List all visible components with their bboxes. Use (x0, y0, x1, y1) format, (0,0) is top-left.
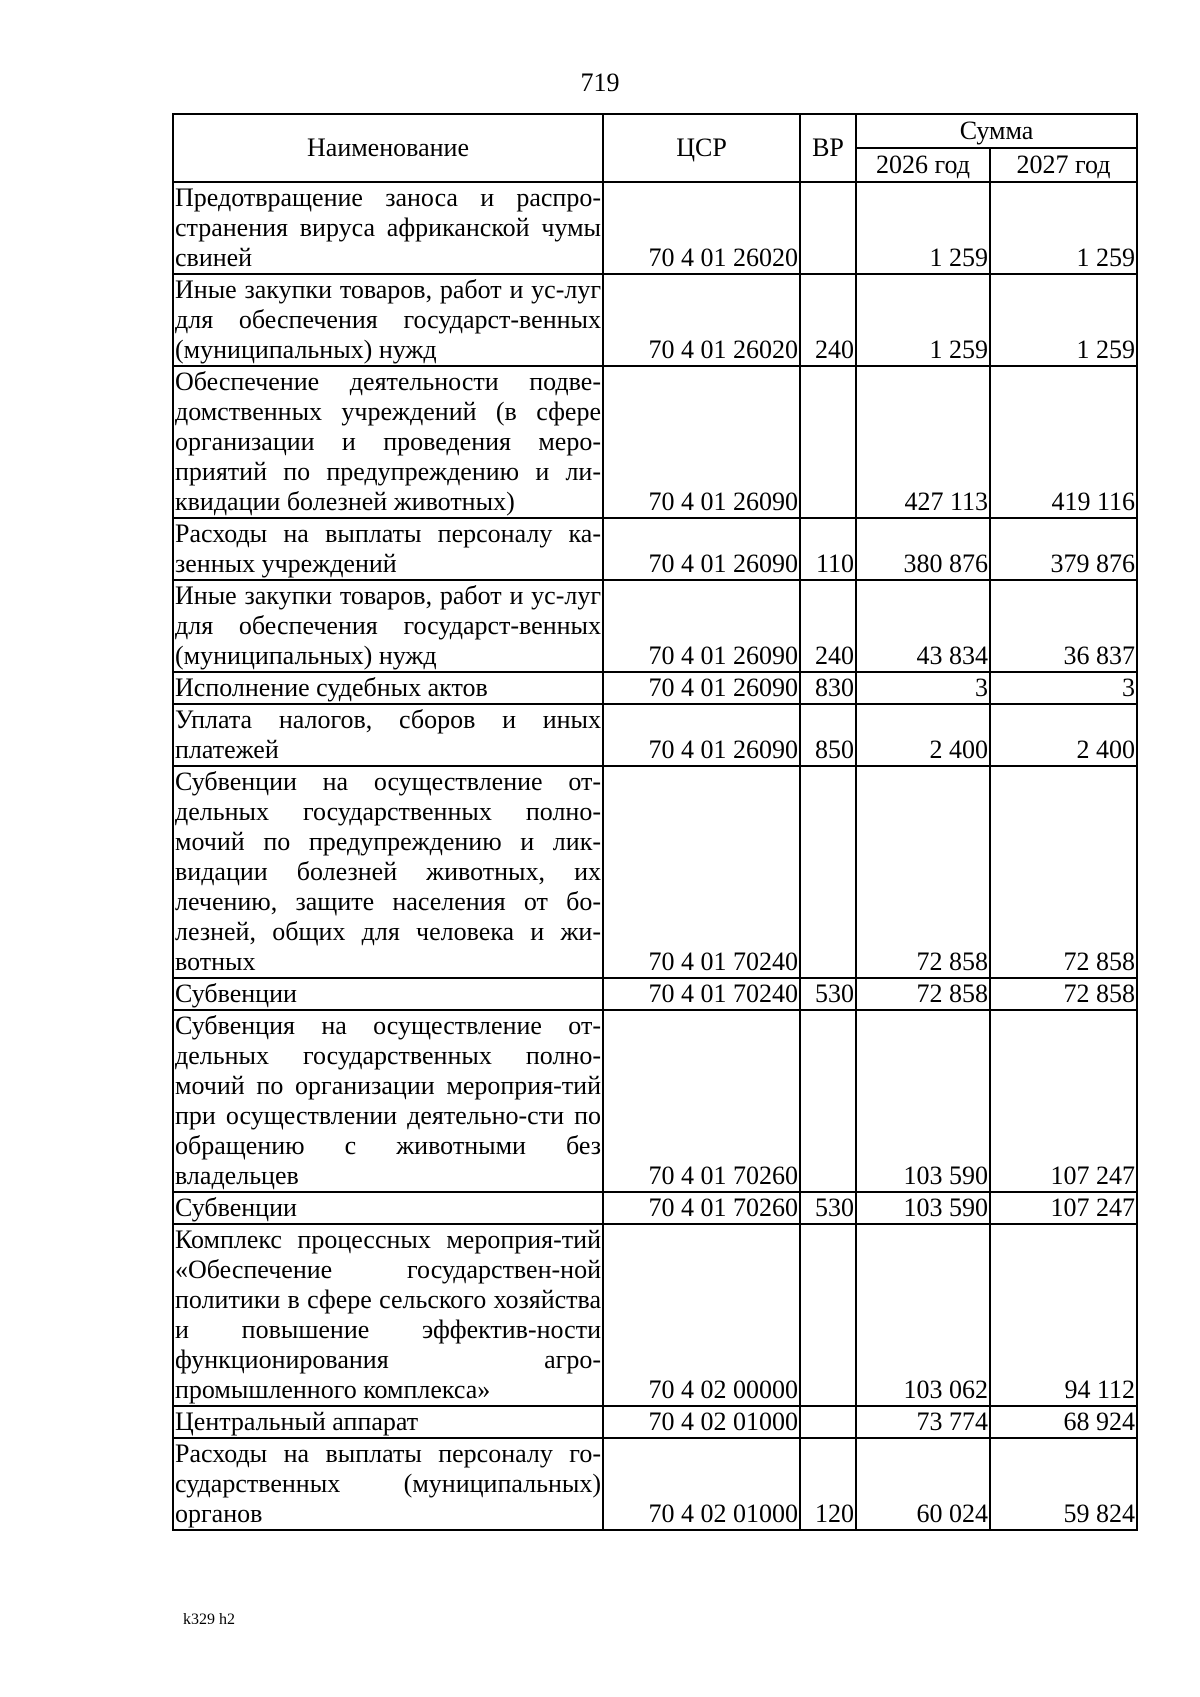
row-csr-code: 70 4 01 26090 (603, 518, 800, 580)
row-sum-2026: 72 858 (856, 978, 990, 1010)
row-sum-2026: 2 400 (856, 704, 990, 766)
row-name: Уплата налогов, сборов и иных платежей (175, 705, 601, 764)
row-vr-code: 240 (800, 274, 856, 366)
row-csr-code: 70 4 01 26090 (603, 580, 800, 672)
table-row (173, 580, 1137, 672)
row-csr-code: 70 4 01 26020 (603, 182, 800, 274)
row-csr-code: 70 4 01 26020 (603, 274, 800, 366)
table-row (173, 1438, 1137, 1530)
row-sum-2026: 103 590 (856, 1010, 990, 1192)
row-csr-code: 70 4 01 70240 (603, 978, 800, 1010)
row-sum-2027: 107 247 (990, 1010, 1137, 1192)
row-name: Центральный аппарат (173, 1406, 603, 1438)
row-vr-code: 110 (800, 518, 856, 580)
row-sum-2027: 379 876 (990, 518, 1137, 580)
row-csr-code: 70 4 01 70240 (603, 766, 800, 978)
row-sum-2026: 73 774 (856, 1406, 990, 1438)
row-sum-2027: 68 924 (990, 1406, 1137, 1438)
row-vr-code: 830 (800, 672, 856, 704)
row-sum-2027: 419 116 (990, 366, 1137, 518)
table-row (173, 978, 1137, 1010)
row-csr-code: 70 4 02 01000 (603, 1406, 800, 1438)
header-year-2026: 2026 год (856, 148, 990, 182)
row-sum-2026: 1 259 (856, 182, 990, 274)
row-sum-2026: 380 876 (856, 518, 990, 580)
row-sum-2027: 94 112 (990, 1224, 1137, 1406)
header-csr: ЦСР (603, 114, 800, 182)
table-row (173, 766, 1137, 978)
table-row (173, 672, 1137, 704)
row-csr-code: 70 4 01 26090 (603, 704, 800, 766)
row-sum-2026: 43 834 (856, 580, 990, 672)
budget-table (172, 113, 1138, 1531)
row-csr-code: 70 4 01 70260 (603, 1192, 800, 1224)
row-vr-code (800, 1010, 856, 1192)
row-name: Субвенция на осуществление от-дельных государственных полно-мочий по организации мероприя-тий при осуществлении деятельно-сти по обращению с животными без владельцев (175, 1011, 601, 1190)
row-vr-code (800, 1224, 856, 1406)
row-name: Субвенции (173, 978, 603, 1010)
row-sum-2026: 103 062 (856, 1224, 990, 1406)
row-sum-2026: 72 858 (856, 766, 990, 978)
row-sum-2027: 3 (990, 672, 1137, 704)
row-sum-2026: 103 590 (856, 1192, 990, 1224)
header-name: Наименование (173, 114, 603, 182)
row-sum-2027: 107 247 (990, 1192, 1137, 1224)
row-vr-code: 530 (800, 1192, 856, 1224)
row-vr-code (800, 766, 856, 978)
row-sum-2026: 427 113 (856, 366, 990, 518)
table-row (173, 1224, 1137, 1406)
row-sum-2027: 72 858 (990, 766, 1137, 978)
row-name: Расходы на выплаты персоналу ка-зенных учреждений (175, 519, 601, 578)
table-row (173, 274, 1137, 366)
row-sum-2026: 60 024 (856, 1438, 990, 1530)
row-name: Комплекс процессных мероприя-тий «Обеспечение государствен-ной политики в сфере сельского хозяйства и повышение эффектив-ности функционирования агро-промышленного комплекса» (175, 1225, 601, 1404)
row-sum-2027: 2 400 (990, 704, 1137, 766)
row-vr-code: 240 (800, 580, 856, 672)
table-body (173, 182, 1137, 1530)
table-row (173, 704, 1137, 766)
header-sum: Сумма (856, 114, 1137, 148)
row-sum-2027: 59 824 (990, 1438, 1137, 1530)
row-vr-code: 120 (800, 1438, 856, 1530)
row-csr-code: 70 4 02 01000 (603, 1438, 800, 1530)
row-sum-2027: 1 259 (990, 274, 1137, 366)
row-name: Иные закупки товаров, работ и ус-луг для обеспечения государст-венных (муниципальных) нужд (175, 275, 601, 364)
row-csr-code: 70 4 01 26090 (603, 366, 800, 518)
row-name: Предотвращение заноса и распро-странения вируса африканской чумы свиней (175, 183, 601, 272)
header-year-2027: 2027 год (990, 148, 1137, 182)
header-vr: ВР (800, 114, 856, 182)
row-vr-code: 850 (800, 704, 856, 766)
row-sum-2026: 1 259 (856, 274, 990, 366)
row-vr-code (800, 366, 856, 518)
table-row (173, 1010, 1137, 1192)
row-name: Исполнение судебных актов (173, 672, 603, 704)
row-vr-code: 530 (800, 978, 856, 1010)
table-row (173, 1406, 1137, 1438)
table-row (173, 182, 1137, 274)
row-sum-2027: 1 259 (990, 182, 1137, 274)
table-header (173, 114, 1137, 182)
row-sum-2026: 3 (856, 672, 990, 704)
table-row (173, 518, 1137, 580)
row-sum-2027: 36 837 (990, 580, 1137, 672)
row-csr-code: 70 4 01 26090 (603, 672, 800, 704)
table-row (173, 1192, 1137, 1224)
row-name: Субвенции (173, 1192, 603, 1224)
row-csr-code: 70 4 02 00000 (603, 1224, 800, 1406)
row-sum-2027: 72 858 (990, 978, 1137, 1010)
document-code: k329 h2 (183, 1611, 235, 1628)
row-vr-code (800, 182, 856, 274)
row-name: Иные закупки товаров, работ и ус-луг для обеспечения государст-венных (муниципальных) нужд (175, 581, 601, 670)
row-vr-code (800, 1406, 856, 1438)
row-name: Обеспечение деятельности подве-домственных учреждений (в сфере организации и проведения меро-приятий по предупреждению и ли-квидации болезней животных) (175, 367, 601, 516)
row-name: Расходы на выплаты персоналу го-сударственных (муниципальных) органов (175, 1439, 601, 1528)
table-row (173, 366, 1137, 518)
row-name: Субвенции на осуществление от-дельных государственных полно-мочий по предупреждению и лик-видации болезней животных, их лечению, защите населения от бо-лезней, общих для человека и жи-вотных (175, 767, 601, 976)
row-csr-code: 70 4 01 70260 (603, 1010, 800, 1192)
page-number: 719 (580, 68, 620, 97)
